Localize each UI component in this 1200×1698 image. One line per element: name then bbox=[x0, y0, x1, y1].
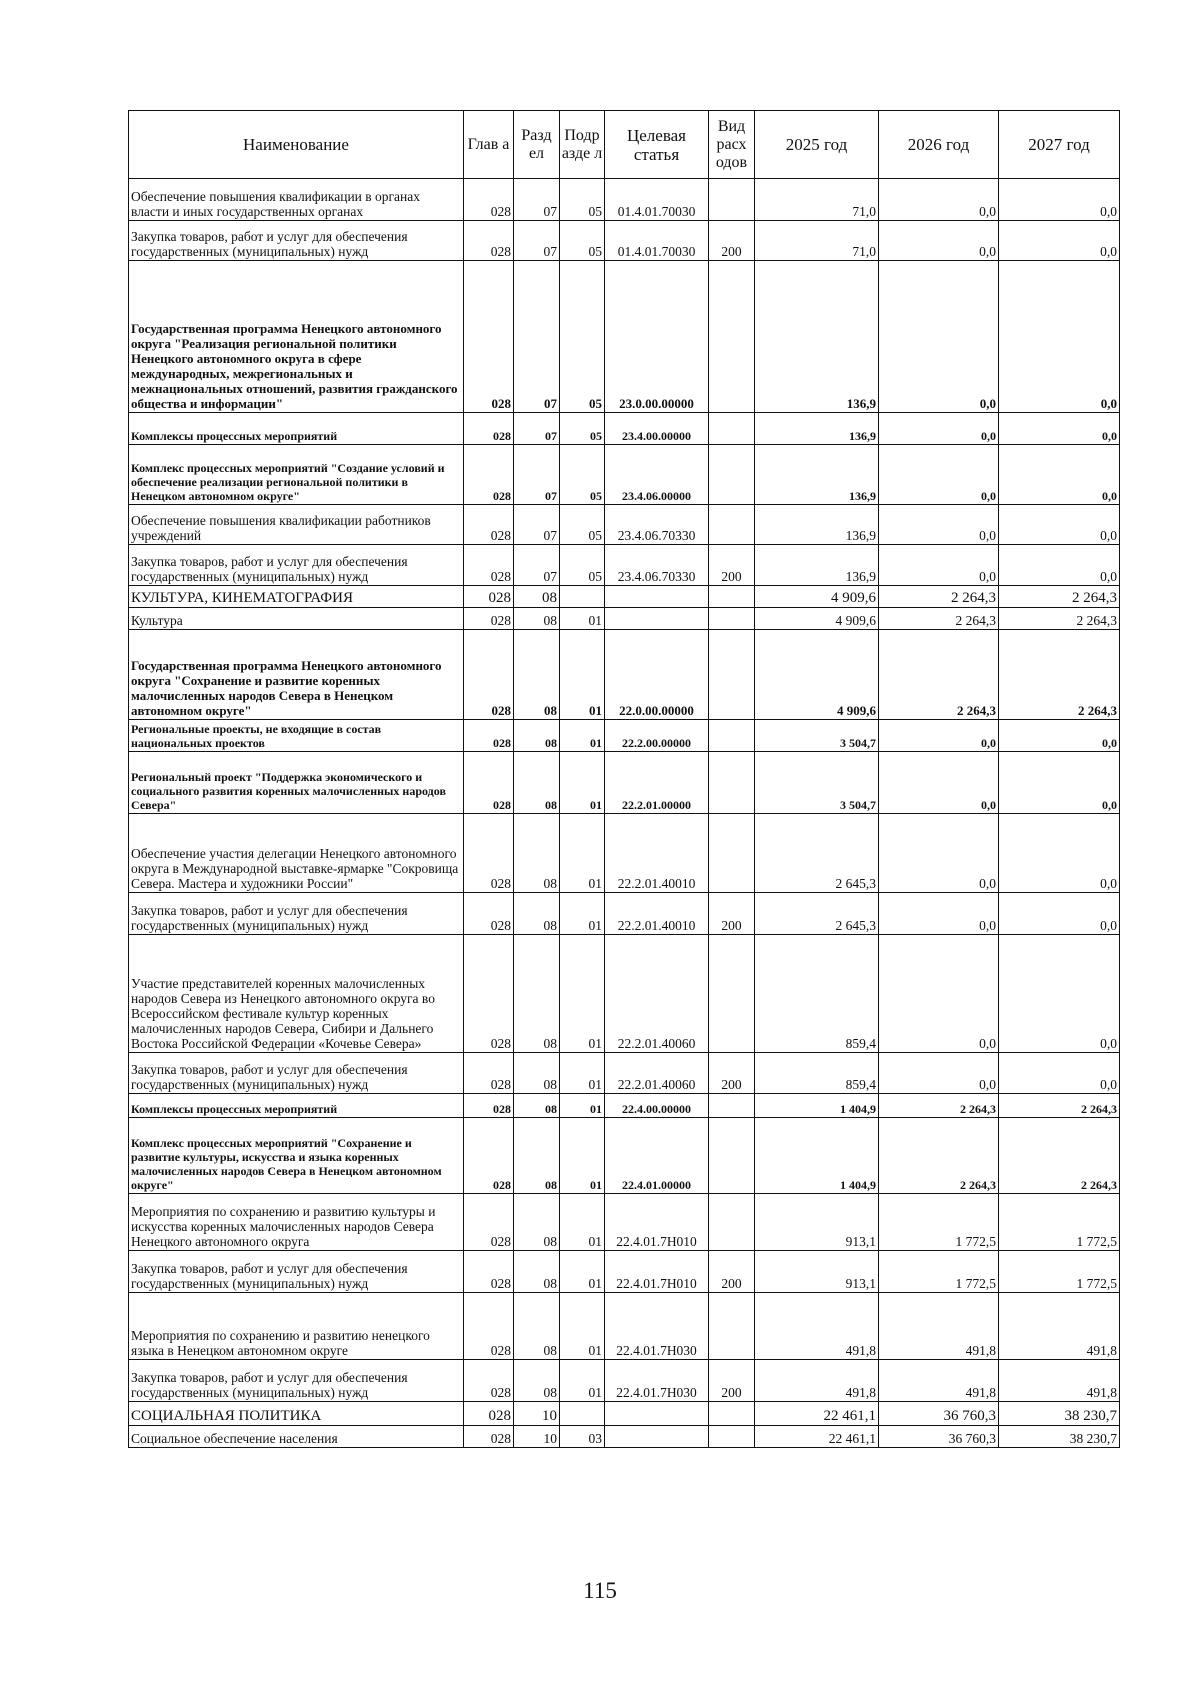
header-razdel: Разд ел bbox=[514, 111, 560, 179]
cell-y2027: 0,0 bbox=[999, 413, 1120, 445]
cell-razdel: 07 bbox=[514, 545, 560, 586]
cell-y2026: 36 760,3 bbox=[879, 1402, 999, 1426]
cell-name: Государственная программа Ненецкого автономного округа "Реализация региональной политики Ненецкого автономного округа в сфере международных, межрегиональных и межнациональных отношений, развития гражданского общества и информации" bbox=[129, 261, 464, 413]
cell-y2026: 0,0 bbox=[879, 505, 999, 545]
cell-tselevaya: 22.4.01.7Н010 bbox=[605, 1194, 709, 1251]
cell-name: Комплекс процессных мероприятий "Создание условий и обеспечение реализации региональной политики в Ненецком автономном округе" bbox=[129, 445, 464, 505]
cell-vid bbox=[709, 179, 755, 221]
cell-vid bbox=[709, 1194, 755, 1251]
cell-podrazdel: 01 bbox=[560, 1094, 605, 1118]
cell-y2027: 2 264,3 bbox=[999, 608, 1120, 630]
table-row bbox=[129, 545, 1120, 586]
cell-y2027: 0,0 bbox=[999, 221, 1120, 261]
cell-y2025: 136,9 bbox=[755, 545, 879, 586]
cell-y2026: 0,0 bbox=[879, 935, 999, 1053]
cell-razdel: 08 bbox=[514, 1118, 560, 1194]
cell-name: Закупка товаров, работ и услуг для обеспечения государственных (муниципальных) нужд bbox=[129, 1053, 464, 1094]
cell-y2025: 859,4 bbox=[755, 935, 879, 1053]
cell-y2026: 0,0 bbox=[879, 814, 999, 893]
cell-vid: 200 bbox=[709, 893, 755, 935]
cell-tselevaya: 23.0.00.00000 bbox=[605, 261, 709, 413]
cell-podrazdel bbox=[560, 586, 605, 608]
table-row bbox=[129, 1251, 1120, 1293]
cell-y2025: 913,1 bbox=[755, 1251, 879, 1293]
cell-y2025: 491,8 bbox=[755, 1360, 879, 1402]
cell-razdel: 08 bbox=[514, 1194, 560, 1251]
table-row bbox=[129, 179, 1120, 221]
cell-name: Культура bbox=[129, 608, 464, 630]
cell-tselevaya bbox=[605, 1426, 709, 1448]
cell-glava: 028 bbox=[464, 1251, 514, 1293]
table-row bbox=[129, 720, 1120, 752]
cell-glava: 028 bbox=[464, 413, 514, 445]
table-row bbox=[129, 1118, 1120, 1194]
header-2027: 2027 год bbox=[999, 111, 1120, 179]
cell-glava: 028 bbox=[464, 1402, 514, 1426]
cell-y2025: 71,0 bbox=[755, 179, 879, 221]
page-number: 115 bbox=[583, 1578, 617, 1603]
cell-y2025: 3 504,7 bbox=[755, 720, 879, 752]
budget-table bbox=[128, 110, 1120, 1448]
cell-y2027: 1 772,5 bbox=[999, 1251, 1120, 1293]
cell-glava: 028 bbox=[464, 1094, 514, 1118]
header-podrazdel: Подр азде л bbox=[560, 111, 605, 179]
cell-razdel: 08 bbox=[514, 1094, 560, 1118]
cell-podrazdel: 01 bbox=[560, 1194, 605, 1251]
cell-y2027: 2 264,3 bbox=[999, 1094, 1120, 1118]
cell-y2026: 0,0 bbox=[879, 221, 999, 261]
cell-name: Социальное обеспечение населения bbox=[129, 1426, 464, 1448]
cell-y2027: 0,0 bbox=[999, 261, 1120, 413]
cell-tselevaya: 22.2.01.00000 bbox=[605, 752, 709, 814]
cell-glava: 028 bbox=[464, 1426, 514, 1448]
cell-tselevaya: 22.4.01.00000 bbox=[605, 1118, 709, 1194]
cell-razdel: 07 bbox=[514, 505, 560, 545]
cell-y2026: 2 264,3 bbox=[879, 1118, 999, 1194]
cell-vid bbox=[709, 413, 755, 445]
cell-name: Комплексы процессных мероприятий bbox=[129, 413, 464, 445]
cell-glava: 028 bbox=[464, 893, 514, 935]
cell-y2027: 0,0 bbox=[999, 935, 1120, 1053]
cell-y2026: 0,0 bbox=[879, 1053, 999, 1094]
cell-razdel: 07 bbox=[514, 179, 560, 221]
cell-y2025: 491,8 bbox=[755, 1293, 879, 1360]
cell-tselevaya bbox=[605, 1402, 709, 1426]
cell-y2025: 71,0 bbox=[755, 221, 879, 261]
cell-y2026: 491,8 bbox=[879, 1360, 999, 1402]
header-vid: Вид расх одов bbox=[709, 111, 755, 179]
table-row bbox=[129, 505, 1120, 545]
cell-razdel: 07 bbox=[514, 413, 560, 445]
cell-vid bbox=[709, 720, 755, 752]
cell-tselevaya: 22.2.00.00000 bbox=[605, 720, 709, 752]
cell-vid bbox=[709, 1426, 755, 1448]
cell-y2026: 1 772,5 bbox=[879, 1194, 999, 1251]
cell-y2026: 2 264,3 bbox=[879, 1094, 999, 1118]
cell-name: Обеспечение участия делегации Ненецкого автономного округа в Международной выставке-ярмарке "Сокровища Севера. Мастера и художники России" bbox=[129, 814, 464, 893]
cell-name: Региональные проекты, не входящие в состав национальных проектов bbox=[129, 720, 464, 752]
cell-podrazdel: 01 bbox=[560, 1293, 605, 1360]
table-row bbox=[129, 1360, 1120, 1402]
table-row bbox=[129, 1194, 1120, 1251]
cell-razdel: 08 bbox=[514, 1360, 560, 1402]
cell-razdel: 08 bbox=[514, 893, 560, 935]
cell-y2027: 0,0 bbox=[999, 445, 1120, 505]
cell-y2027: 1 772,5 bbox=[999, 1194, 1120, 1251]
cell-razdel: 10 bbox=[514, 1426, 560, 1448]
cell-tselevaya: 22.4.01.7Н010 bbox=[605, 1251, 709, 1293]
cell-y2027: 2 264,3 bbox=[999, 1118, 1120, 1194]
table-row bbox=[129, 630, 1120, 720]
table-row bbox=[129, 814, 1120, 893]
cell-tselevaya: 22.2.01.40010 bbox=[605, 814, 709, 893]
cell-y2025: 4 909,6 bbox=[755, 630, 879, 720]
cell-razdel: 08 bbox=[514, 752, 560, 814]
cell-y2027: 0,0 bbox=[999, 893, 1120, 935]
cell-name: Государственная программа Ненецкого автономного округа "Сохранение и развитие коренных малочисленных народов Севера в Ненецком автономном округе" bbox=[129, 630, 464, 720]
cell-y2027: 0,0 bbox=[999, 814, 1120, 893]
table-row bbox=[129, 752, 1120, 814]
cell-razdel: 07 bbox=[514, 261, 560, 413]
cell-vid: 200 bbox=[709, 1360, 755, 1402]
cell-y2026: 0,0 bbox=[879, 179, 999, 221]
cell-vid bbox=[709, 445, 755, 505]
cell-razdel: 08 bbox=[514, 630, 560, 720]
cell-vid bbox=[709, 586, 755, 608]
cell-glava: 028 bbox=[464, 445, 514, 505]
cell-tselevaya: 01.4.01.70030 bbox=[605, 221, 709, 261]
cell-y2025: 859,4 bbox=[755, 1053, 879, 1094]
cell-y2025: 136,9 bbox=[755, 413, 879, 445]
cell-y2026: 491,8 bbox=[879, 1293, 999, 1360]
cell-y2026: 2 264,3 bbox=[879, 586, 999, 608]
cell-podrazdel: 05 bbox=[560, 505, 605, 545]
table-row bbox=[129, 1094, 1120, 1118]
cell-vid bbox=[709, 1118, 755, 1194]
cell-y2025: 22 461,1 bbox=[755, 1402, 879, 1426]
cell-y2027: 2 264,3 bbox=[999, 630, 1120, 720]
cell-podrazdel: 01 bbox=[560, 1118, 605, 1194]
cell-y2025: 913,1 bbox=[755, 1194, 879, 1251]
cell-name: Региональный проект "Поддержка экономического и социального развития коренных малочисленных народов Севера" bbox=[129, 752, 464, 814]
cell-podrazdel: 01 bbox=[560, 935, 605, 1053]
cell-glava: 028 bbox=[464, 221, 514, 261]
cell-y2027: 0,0 bbox=[999, 545, 1120, 586]
cell-tselevaya bbox=[605, 586, 709, 608]
cell-tselevaya: 22.2.01.40010 bbox=[605, 893, 709, 935]
cell-tselevaya: 22.2.01.40060 bbox=[605, 1053, 709, 1094]
cell-name: СОЦИАЛЬНАЯ ПОЛИТИКА bbox=[129, 1402, 464, 1426]
cell-y2025: 2 645,3 bbox=[755, 814, 879, 893]
cell-vid bbox=[709, 814, 755, 893]
cell-vid: 200 bbox=[709, 1251, 755, 1293]
cell-y2025: 136,9 bbox=[755, 445, 879, 505]
cell-y2027: 0,0 bbox=[999, 179, 1120, 221]
cell-tselevaya: 22.2.01.40060 bbox=[605, 935, 709, 1053]
cell-podrazdel: 01 bbox=[560, 1251, 605, 1293]
cell-podrazdel: 05 bbox=[560, 445, 605, 505]
cell-podrazdel: 01 bbox=[560, 752, 605, 814]
cell-y2026: 0,0 bbox=[879, 720, 999, 752]
cell-y2025: 4 909,6 bbox=[755, 586, 879, 608]
cell-name: Мероприятия по сохранению и развитию ненецкого языка в Ненецком автономном округе bbox=[129, 1293, 464, 1360]
cell-razdel: 08 bbox=[514, 814, 560, 893]
cell-razdel: 07 bbox=[514, 221, 560, 261]
cell-y2027: 0,0 bbox=[999, 752, 1120, 814]
cell-podrazdel: 05 bbox=[560, 261, 605, 413]
cell-y2026: 36 760,3 bbox=[879, 1426, 999, 1448]
table-row bbox=[129, 935, 1120, 1053]
cell-glava: 028 bbox=[464, 545, 514, 586]
cell-vid: 200 bbox=[709, 1053, 755, 1094]
cell-podrazdel bbox=[560, 1402, 605, 1426]
cell-name: Комплексы процессных мероприятий bbox=[129, 1094, 464, 1118]
cell-name: Закупка товаров, работ и услуг для обеспечения государственных (муниципальных) нужд bbox=[129, 545, 464, 586]
table-row bbox=[129, 1426, 1120, 1448]
cell-glava: 028 bbox=[464, 752, 514, 814]
cell-name: Комплекс процессных мероприятий "Сохранение и развитие культуры, искусства и языка коренных малочисленных народов Севера в Ненецком автономном округе" bbox=[129, 1118, 464, 1194]
cell-vid bbox=[709, 752, 755, 814]
cell-y2025: 136,9 bbox=[755, 261, 879, 413]
cell-vid bbox=[709, 505, 755, 545]
cell-tselevaya: 23.4.06.70330 bbox=[605, 505, 709, 545]
table-row bbox=[129, 586, 1120, 608]
cell-tselevaya: 22.4.01.7Н030 bbox=[605, 1360, 709, 1402]
cell-vid bbox=[709, 1094, 755, 1118]
table-row bbox=[129, 413, 1120, 445]
cell-y2025: 4 909,6 bbox=[755, 608, 879, 630]
cell-tselevaya bbox=[605, 608, 709, 630]
header-2026: 2026 год bbox=[879, 111, 999, 179]
cell-glava: 028 bbox=[464, 1293, 514, 1360]
cell-y2026: 0,0 bbox=[879, 752, 999, 814]
cell-glava: 028 bbox=[464, 1053, 514, 1094]
cell-y2026: 1 772,5 bbox=[879, 1251, 999, 1293]
cell-y2025: 2 645,3 bbox=[755, 893, 879, 935]
cell-name: Обеспечение повышения квалификации работников учреждений bbox=[129, 505, 464, 545]
cell-name: КУЛЬТУРА, КИНЕМАТОГРАФИЯ bbox=[129, 586, 464, 608]
cell-razdel: 10 bbox=[514, 1402, 560, 1426]
header-2025: 2025 год bbox=[755, 111, 879, 179]
cell-razdel: 08 bbox=[514, 720, 560, 752]
cell-name: Закупка товаров, работ и услуг для обеспечения государственных (муниципальных) нужд bbox=[129, 221, 464, 261]
cell-glava: 028 bbox=[464, 1118, 514, 1194]
cell-glava: 028 bbox=[464, 608, 514, 630]
table-row bbox=[129, 1053, 1120, 1094]
cell-y2026: 0,0 bbox=[879, 545, 999, 586]
table-row bbox=[129, 261, 1120, 413]
cell-vid bbox=[709, 261, 755, 413]
cell-podrazdel: 01 bbox=[560, 720, 605, 752]
cell-glava: 028 bbox=[464, 935, 514, 1053]
cell-glava: 028 bbox=[464, 179, 514, 221]
cell-podrazdel: 01 bbox=[560, 814, 605, 893]
cell-y2025: 3 504,7 bbox=[755, 752, 879, 814]
cell-name: Участие представителей коренных малочисленных народов Севера из Ненецкого автономного округа во Всероссийском фестивале культур коренных малочисленных народов Севера, Сибири и Дальнего Востока Российской Федерации «Кочевье Севера» bbox=[129, 935, 464, 1053]
cell-glava: 028 bbox=[464, 1360, 514, 1402]
cell-y2027: 38 230,7 bbox=[999, 1402, 1120, 1426]
cell-y2027: 491,8 bbox=[999, 1293, 1120, 1360]
cell-podrazdel: 05 bbox=[560, 221, 605, 261]
table-body bbox=[129, 179, 1120, 1448]
cell-glava: 028 bbox=[464, 630, 514, 720]
cell-y2027: 0,0 bbox=[999, 1053, 1120, 1094]
cell-tselevaya: 22.0.00.00000 bbox=[605, 630, 709, 720]
cell-podrazdel: 05 bbox=[560, 545, 605, 586]
cell-name: Закупка товаров, работ и услуг для обеспечения государственных (муниципальных) нужд bbox=[129, 1360, 464, 1402]
cell-y2025: 22 461,1 bbox=[755, 1426, 879, 1448]
cell-y2026: 0,0 bbox=[879, 893, 999, 935]
cell-glava: 028 bbox=[464, 261, 514, 413]
cell-name: Мероприятия по сохранению и развитию культуры и искусства коренных малочисленных народов Севера Ненецкого автономного округа bbox=[129, 1194, 464, 1251]
cell-podrazdel: 01 bbox=[560, 1053, 605, 1094]
cell-y2026: 0,0 bbox=[879, 413, 999, 445]
cell-y2027: 491,8 bbox=[999, 1360, 1120, 1402]
cell-y2025: 1 404,9 bbox=[755, 1118, 879, 1194]
cell-y2027: 2 264,3 bbox=[999, 586, 1120, 608]
cell-podrazdel: 01 bbox=[560, 1360, 605, 1402]
cell-podrazdel: 05 bbox=[560, 179, 605, 221]
cell-tselevaya: 22.4.00.00000 bbox=[605, 1094, 709, 1118]
table-row bbox=[129, 221, 1120, 261]
cell-vid: 200 bbox=[709, 545, 755, 586]
cell-glava: 028 bbox=[464, 586, 514, 608]
cell-tselevaya: 23.4.00.00000 bbox=[605, 413, 709, 445]
cell-y2026: 0,0 bbox=[879, 261, 999, 413]
cell-y2026: 0,0 bbox=[879, 445, 999, 505]
cell-glava: 028 bbox=[464, 814, 514, 893]
cell-razdel: 08 bbox=[514, 1293, 560, 1360]
cell-razdel: 07 bbox=[514, 445, 560, 505]
table-row bbox=[129, 445, 1120, 505]
cell-name: Закупка товаров, работ и услуг для обеспечения государственных (муниципальных) нужд bbox=[129, 1251, 464, 1293]
table-row bbox=[129, 893, 1120, 935]
cell-razdel: 08 bbox=[514, 586, 560, 608]
header-glava: Глав а bbox=[464, 111, 514, 179]
cell-name: Обеспечение повышения квалификации в органах власти и иных государственных органах bbox=[129, 179, 464, 221]
cell-y2025: 1 404,9 bbox=[755, 1094, 879, 1118]
cell-podrazdel: 03 bbox=[560, 1426, 605, 1448]
cell-y2027: 0,0 bbox=[999, 720, 1120, 752]
header-row bbox=[129, 111, 1120, 179]
cell-glava: 028 bbox=[464, 720, 514, 752]
cell-razdel: 08 bbox=[514, 1251, 560, 1293]
cell-podrazdel: 01 bbox=[560, 893, 605, 935]
cell-tselevaya: 01.4.01.70030 bbox=[605, 179, 709, 221]
cell-glava: 028 bbox=[464, 505, 514, 545]
cell-y2025: 136,9 bbox=[755, 505, 879, 545]
table-row bbox=[129, 608, 1120, 630]
cell-y2027: 38 230,7 bbox=[999, 1426, 1120, 1448]
cell-vid bbox=[709, 608, 755, 630]
cell-tselevaya: 22.4.01.7Н030 bbox=[605, 1293, 709, 1360]
cell-y2027: 0,0 bbox=[999, 505, 1120, 545]
cell-razdel: 08 bbox=[514, 935, 560, 1053]
cell-podrazdel: 05 bbox=[560, 413, 605, 445]
cell-y2026: 2 264,3 bbox=[879, 630, 999, 720]
header-name: Наименование bbox=[129, 111, 464, 179]
cell-vid bbox=[709, 630, 755, 720]
cell-vid bbox=[709, 935, 755, 1053]
cell-tselevaya: 23.4.06.70330 bbox=[605, 545, 709, 586]
cell-razdel: 08 bbox=[514, 1053, 560, 1094]
cell-glava: 028 bbox=[464, 1194, 514, 1251]
cell-podrazdel: 01 bbox=[560, 630, 605, 720]
cell-vid: 200 bbox=[709, 221, 755, 261]
header-tselevaya: Целевая статья bbox=[605, 111, 709, 179]
cell-vid bbox=[709, 1293, 755, 1360]
table-row bbox=[129, 1402, 1120, 1426]
cell-y2026: 2 264,3 bbox=[879, 608, 999, 630]
cell-podrazdel: 01 bbox=[560, 608, 605, 630]
table-row bbox=[129, 1293, 1120, 1360]
cell-name: Закупка товаров, работ и услуг для обеспечения государственных (муниципальных) нужд bbox=[129, 893, 464, 935]
cell-vid bbox=[709, 1402, 755, 1426]
cell-razdel: 08 bbox=[514, 608, 560, 630]
cell-tselevaya: 23.4.06.00000 bbox=[605, 445, 709, 505]
